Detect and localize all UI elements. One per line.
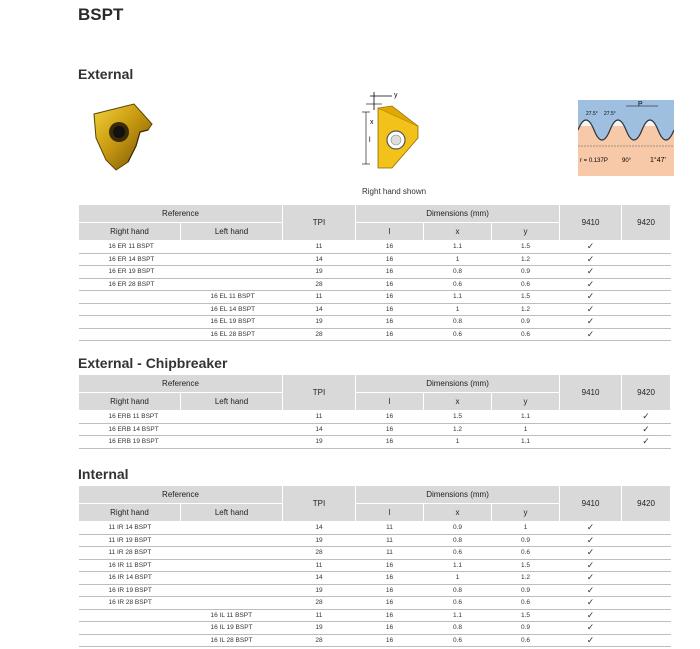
cell-l: 11 — [356, 547, 424, 560]
cell-tpi: 28 — [283, 278, 356, 291]
header-x: x — [424, 504, 492, 522]
cell-x: 0.6 — [424, 597, 492, 610]
cell-left-hand — [181, 436, 283, 449]
cell-x: 1.5 — [424, 411, 492, 424]
cell-x: 1.2 — [424, 423, 492, 436]
cell-y: 0.9 — [492, 316, 560, 329]
header-dimensions: Dimensions (mm) — [356, 375, 560, 393]
radius-label: r = 0.137P — [580, 158, 608, 164]
cell-grade-9410: ✓ — [560, 572, 622, 585]
cell-y: 1.2 — [492, 303, 560, 316]
cell-grade-9410: ✓ — [560, 584, 622, 597]
cell-grade-9420 — [622, 241, 671, 254]
header-y: y — [492, 223, 560, 241]
table-row — [79, 584, 671, 597]
profile-p-label: P — [638, 101, 643, 108]
cell-right-hand: 16 ER 14 BSPT — [79, 253, 181, 266]
cell-grade-9410: ✓ — [560, 622, 622, 635]
cell-y: 0.6 — [492, 634, 560, 647]
cell-grade-9420 — [622, 328, 671, 341]
cell-right-hand — [79, 634, 181, 647]
cell-grade-9410: ✓ — [560, 609, 622, 622]
cell-tpi: 19 — [283, 584, 356, 597]
cell-left-hand — [181, 597, 283, 610]
cell-y: 0.6 — [492, 597, 560, 610]
cell-right-hand: 11 IR 19 BSPT — [79, 534, 181, 547]
cell-l: 16 — [356, 559, 424, 572]
header-grade-9420: 9420 — [622, 375, 671, 411]
table-row — [79, 328, 671, 341]
cell-l: 16 — [356, 303, 424, 316]
cell-right-hand: 16 ERB 11 BSPT — [79, 411, 181, 424]
section-title-chipbreaker: External - Chipbreaker — [78, 355, 228, 371]
cell-grade-9420 — [622, 634, 671, 647]
cell-tpi: 28 — [283, 328, 356, 341]
cell-grade-9410 — [560, 423, 622, 436]
cell-l: 11 — [356, 534, 424, 547]
table-row — [79, 253, 671, 266]
cell-l: 16 — [356, 253, 424, 266]
cell-grade-9420 — [622, 559, 671, 572]
cell-grade-9410: ✓ — [560, 522, 622, 535]
cell-y: 1.2 — [492, 572, 560, 585]
cell-l: 16 — [356, 328, 424, 341]
cell-left-hand — [181, 278, 283, 291]
cell-right-hand — [79, 316, 181, 329]
header-l: l — [356, 504, 424, 522]
cell-grade-9420 — [622, 584, 671, 597]
cell-x: 0.6 — [424, 328, 492, 341]
dim-l-label: l — [369, 137, 371, 144]
table-row — [79, 291, 671, 304]
cell-grade-9410: ✓ — [560, 328, 622, 341]
cell-tpi: 11 — [283, 559, 356, 572]
cell-right-hand: 16 ERB 19 BSPT — [79, 436, 181, 449]
table-row — [79, 266, 671, 279]
cell-l: 16 — [356, 634, 424, 647]
cell-right-hand — [79, 303, 181, 316]
table-row — [79, 522, 671, 535]
cell-left-hand — [181, 253, 283, 266]
cell-l: 16 — [356, 291, 424, 304]
cell-grade-9420 — [622, 303, 671, 316]
cell-left-hand — [181, 584, 283, 597]
table-row — [79, 597, 671, 610]
table-row — [79, 572, 671, 585]
cell-grade-9420 — [622, 597, 671, 610]
cell-l: 16 — [356, 423, 424, 436]
cell-tpi: 11 — [283, 291, 356, 304]
cell-grade-9410 — [560, 411, 622, 424]
cell-left-hand — [181, 266, 283, 279]
dim-x-label: x — [370, 119, 374, 126]
cell-tpi: 19 — [283, 316, 356, 329]
header-grade-9420: 9420 — [622, 205, 671, 241]
cell-x: 0.8 — [424, 584, 492, 597]
cell-l: 16 — [356, 278, 424, 291]
cell-tpi: 19 — [283, 534, 356, 547]
page-title: BSPT — [78, 5, 124, 24]
cell-right-hand: 16 ERB 14 BSPT — [79, 423, 181, 436]
cell-tpi: 28 — [283, 547, 356, 560]
cell-y: 0.9 — [492, 622, 560, 635]
cell-grade-9410: ✓ — [560, 547, 622, 560]
angle-b-label: 27.5° — [604, 111, 616, 117]
cell-left-hand — [181, 522, 283, 535]
header-right-hand: Right hand — [79, 223, 181, 241]
table-row — [79, 609, 671, 622]
cell-grade-9410: ✓ — [560, 253, 622, 266]
cell-y: 1.5 — [492, 241, 560, 254]
cell-right-hand — [79, 328, 181, 341]
cell-grade-9410: ✓ — [560, 316, 622, 329]
section-title-external: External — [78, 66, 134, 82]
table-row — [79, 436, 671, 449]
cell-grade-9420 — [622, 291, 671, 304]
cell-grade-9410: ✓ — [560, 241, 622, 254]
table-internal — [78, 485, 671, 647]
cell-left-hand: 16 EL 19 BSPT — [181, 316, 283, 329]
cell-left-hand — [181, 411, 283, 424]
header-grade-9410: 9410 — [560, 375, 622, 411]
right-angle-label: 90° — [622, 158, 632, 164]
header-reference: Reference — [79, 375, 283, 393]
cell-grade-9410 — [560, 436, 622, 449]
cell-x: 0.6 — [424, 634, 492, 647]
cell-l: 16 — [356, 436, 424, 449]
cell-grade-9420: ✓ — [622, 423, 671, 436]
cell-left-hand — [181, 241, 283, 254]
insert-dimension-diagram — [352, 88, 442, 183]
header-dimensions: Dimensions (mm) — [356, 486, 560, 504]
table-external — [78, 204, 671, 341]
table-row — [79, 622, 671, 635]
cell-left-hand — [181, 547, 283, 560]
cell-left-hand — [181, 534, 283, 547]
cell-l: 16 — [356, 411, 424, 424]
cell-l: 16 — [356, 622, 424, 635]
cell-tpi: 14 — [283, 253, 356, 266]
cell-tpi: 19 — [283, 266, 356, 279]
cell-grade-9410: ✓ — [560, 291, 622, 304]
header-left-hand: Left hand — [181, 504, 283, 522]
cell-left-hand — [181, 572, 283, 585]
cell-left-hand: 16 EL 11 BSPT — [181, 291, 283, 304]
header-y: y — [492, 504, 560, 522]
header-reference: Reference — [79, 486, 283, 504]
table-row — [79, 303, 671, 316]
cell-x: 0.8 — [424, 622, 492, 635]
cell-l: 11 — [356, 522, 424, 535]
cell-x: 0.8 — [424, 534, 492, 547]
cell-tpi: 11 — [283, 411, 356, 424]
header-tpi: TPI — [283, 486, 356, 522]
header-right-hand: Right hand — [79, 393, 181, 411]
cell-y: 0.9 — [492, 534, 560, 547]
cell-y: 0.6 — [492, 328, 560, 341]
cell-grade-9420: ✓ — [622, 411, 671, 424]
cell-right-hand: 16 IR 14 BSPT — [79, 572, 181, 585]
cell-tpi: 28 — [283, 634, 356, 647]
angle-a-label: 27.5° — [586, 111, 598, 117]
taper-label: 1°47' — [650, 157, 666, 164]
cell-tpi: 28 — [283, 597, 356, 610]
cell-left-hand: 16 EL 14 BSPT — [181, 303, 283, 316]
header-l: l — [356, 393, 424, 411]
cell-grade-9410: ✓ — [560, 303, 622, 316]
cell-x: 1.1 — [424, 609, 492, 622]
cell-x: 0.6 — [424, 547, 492, 560]
cell-left-hand: 16 EL 28 BSPT — [181, 328, 283, 341]
cell-grade-9410: ✓ — [560, 559, 622, 572]
cell-right-hand: 16 ER 11 BSPT — [79, 241, 181, 254]
cell-y: 1.5 — [492, 291, 560, 304]
cell-tpi: 14 — [283, 423, 356, 436]
cell-l: 16 — [356, 241, 424, 254]
header-l: l — [356, 223, 424, 241]
cell-y: 0.9 — [492, 266, 560, 279]
cell-right-hand: 16 IR 11 BSPT — [79, 559, 181, 572]
cell-grade-9420: ✓ — [622, 436, 671, 449]
cell-right-hand — [79, 622, 181, 635]
cell-y: 1.5 — [492, 609, 560, 622]
cell-grade-9420 — [622, 534, 671, 547]
header-tpi: TPI — [283, 205, 356, 241]
cell-x: 0.8 — [424, 266, 492, 279]
cell-grade-9420 — [622, 278, 671, 291]
cell-grade-9420 — [622, 547, 671, 560]
table-row — [79, 423, 671, 436]
cell-y: 0.6 — [492, 547, 560, 560]
header-right-hand: Right hand — [79, 504, 181, 522]
header-x: x — [424, 223, 492, 241]
cell-tpi: 14 — [283, 572, 356, 585]
cell-l: 16 — [356, 609, 424, 622]
cell-l: 16 — [356, 572, 424, 585]
table-row — [79, 559, 671, 572]
cell-right-hand: 16 ER 19 BSPT — [79, 266, 181, 279]
cell-x: 1 — [424, 253, 492, 266]
cell-tpi: 19 — [283, 436, 356, 449]
table-row — [79, 534, 671, 547]
cell-x: 1.1 — [424, 559, 492, 572]
cell-left-hand: 16 IL 19 BSPT — [181, 622, 283, 635]
cell-left-hand: 16 IL 28 BSPT — [181, 634, 283, 647]
cell-x: 1.1 — [424, 291, 492, 304]
cell-l: 16 — [356, 316, 424, 329]
cell-left-hand — [181, 559, 283, 572]
cell-grade-9410: ✓ — [560, 266, 622, 279]
cell-l: 16 — [356, 266, 424, 279]
dim-y-label: y — [394, 92, 398, 99]
cell-y: 1.5 — [492, 559, 560, 572]
table-row — [79, 411, 671, 424]
header-grade-9410: 9410 — [560, 486, 622, 522]
cell-tpi: 11 — [283, 609, 356, 622]
cell-grade-9420 — [622, 316, 671, 329]
cell-left-hand — [181, 423, 283, 436]
cell-right-hand: 11 IR 28 BSPT — [79, 547, 181, 560]
cell-grade-9420 — [622, 609, 671, 622]
cell-y: 1.1 — [492, 411, 560, 424]
cell-x: 0.9 — [424, 522, 492, 535]
cell-tpi: 14 — [283, 522, 356, 535]
cell-grade-9420 — [622, 622, 671, 635]
cell-right-hand: 16 IR 19 BSPT — [79, 584, 181, 597]
header-grade-9420: 9420 — [622, 486, 671, 522]
table-row — [79, 634, 671, 647]
cell-y: 0.9 — [492, 584, 560, 597]
cell-l: 16 — [356, 584, 424, 597]
cell-l: 16 — [356, 597, 424, 610]
diagram-caption: Right hand shown — [362, 187, 427, 196]
cell-right-hand — [79, 291, 181, 304]
cell-x: 0.8 — [424, 316, 492, 329]
cell-grade-9420 — [622, 253, 671, 266]
insert-photo — [88, 102, 158, 174]
header-dimensions: Dimensions (mm) — [356, 205, 560, 223]
cell-x: 1 — [424, 303, 492, 316]
cell-y: 1.2 — [492, 253, 560, 266]
cell-grade-9410: ✓ — [560, 597, 622, 610]
header-grade-9410: 9410 — [560, 205, 622, 241]
cell-tpi: 11 — [283, 241, 356, 254]
header-left-hand: Left hand — [181, 223, 283, 241]
header-tpi: TPI — [283, 375, 356, 411]
cell-tpi: 14 — [283, 303, 356, 316]
cell-y: 1 — [492, 423, 560, 436]
header-y: y — [492, 393, 560, 411]
cell-right-hand: 16 ER 28 BSPT — [79, 278, 181, 291]
cell-grade-9410: ✓ — [560, 534, 622, 547]
cell-grade-9420 — [622, 522, 671, 535]
table-chipbreaker — [78, 374, 671, 449]
cell-grade-9410: ✓ — [560, 634, 622, 647]
section-title-internal: Internal — [78, 466, 129, 482]
cell-left-hand: 16 IL 11 BSPT — [181, 609, 283, 622]
cell-grade-9420 — [622, 266, 671, 279]
cell-right-hand: 11 IR 14 BSPT — [79, 522, 181, 535]
table-row — [79, 241, 671, 254]
cell-x: 1.1 — [424, 241, 492, 254]
cell-right-hand — [79, 609, 181, 622]
cell-tpi: 19 — [283, 622, 356, 635]
cell-y: 1.1 — [492, 436, 560, 449]
cell-x: 1 — [424, 436, 492, 449]
cell-y: 0.6 — [492, 278, 560, 291]
table-row — [79, 278, 671, 291]
cell-x: 0.6 — [424, 278, 492, 291]
cell-right-hand: 16 IR 28 BSPT — [79, 597, 181, 610]
thread-profile-diagram — [578, 100, 674, 176]
table-row — [79, 547, 671, 560]
header-x: x — [424, 393, 492, 411]
header-reference: Reference — [79, 205, 283, 223]
header-left-hand: Left hand — [181, 393, 283, 411]
cell-x: 1 — [424, 572, 492, 585]
table-row — [79, 316, 671, 329]
cell-y: 1 — [492, 522, 560, 535]
cell-grade-9410: ✓ — [560, 278, 622, 291]
cell-grade-9420 — [622, 572, 671, 585]
